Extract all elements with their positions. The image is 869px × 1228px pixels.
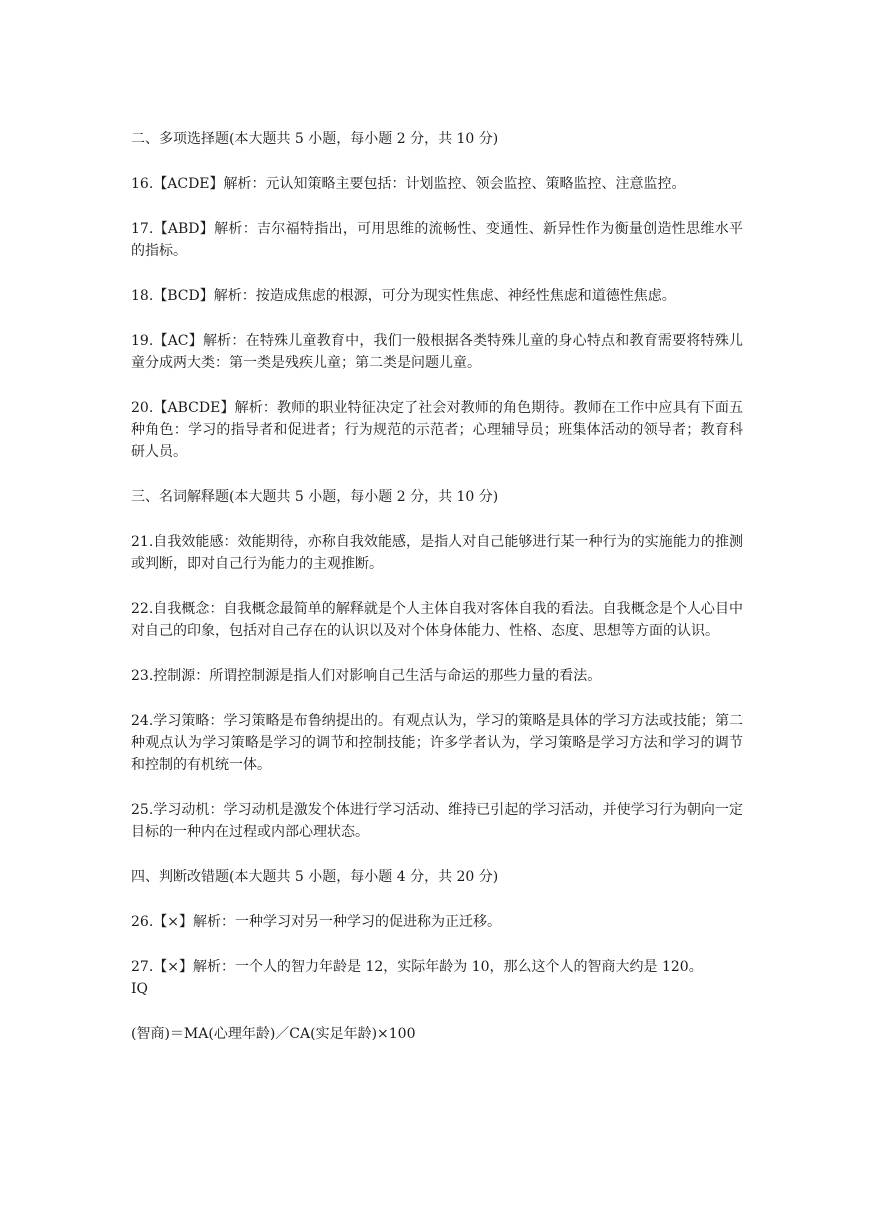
answer-item-21: 21.自我效能感：效能期待，亦称自我效能感，是指人对自己能够进行某一种行为的实施能力的推测或判断，即对自己行为能力的主观推断。 bbox=[131, 534, 743, 572]
answer-item-27 bbox=[131, 956, 743, 1000]
document-body bbox=[131, 128, 743, 1068]
answer-item-17: 17.【ABD】解析：吉尔福特指出，可用思维的流畅性、变通性、新异性作为衡量创造性思维水平的指标。 bbox=[131, 221, 743, 259]
section-heading-true-false: 四、判断改错题(本大题共 5 小题，每小题 4 分，共 20 分) bbox=[131, 869, 499, 885]
answer-item-24: 24.学习策略：学习策略是布鲁纳提出的。有观点认为，学习的策略是具体的学习方法或技能；第二种观点认为学习策略是学习的调节和控制技能；许多学者认为，学习策略是学习方法和学习的调节和控制的有机统一体。 bbox=[131, 713, 743, 773]
answer-item-18: 18.【BCD】解析：按造成焦虑的根源，可分为现实性焦虑、神经性焦虑和道德性焦虑。 bbox=[131, 288, 676, 304]
iq-formula: (智商)＝MA(心理年龄)／CA(实足年龄)×100 bbox=[131, 1026, 416, 1042]
answer-item-22: 22.自我概念：自我概念最简单的解释就是个人主体自我对客体自我的看法。自我概念是个人心目中对自己的印象，包括对自己存在的认识以及对个体身体能力、性格、态度、思想等方面的认识。 bbox=[131, 601, 743, 639]
section-heading-multiple-choice: 二、多项选择题(本大题共 5 小题，每小题 2 分，共 10 分) bbox=[131, 131, 499, 147]
answer-item-20: 20.【ABCDE】解析：教师的职业特征决定了社会对教师的角色期待。教师在工作中应具有下面五种角色：学习的指导者和促进者；行为规范的示范者；心理辅导员；班集体活动的领导者；教育科研人员。 bbox=[131, 400, 743, 460]
section-heading-term-definition: 三、名词解释题(本大题共 5 小题，每小题 2 分，共 10 分) bbox=[131, 489, 499, 505]
answer-item-27-text: 27.【×】解析：一个人的智力年龄是 12，实际年龄为 10，那么这个人的智商大约是 120。 bbox=[131, 959, 703, 975]
answer-item-16: 16.【ACDE】解析：元认知策略主要包括：计划监控、领会监控、策略监控、注意监控。 bbox=[131, 176, 686, 192]
answer-item-25: 25.学习动机：学习动机是激发个体进行学习活动、维持已引起的学习活动，并使学习行为朝向一定目标的一种内在过程或内部心理状态。 bbox=[131, 802, 743, 840]
answer-item-27-iq: IQ bbox=[131, 981, 149, 997]
answer-item-23: 23.控制源：所谓控制源是指人们对影响自己生活与命运的那些力量的看法。 bbox=[131, 668, 602, 684]
answer-item-26: 26.【×】解析：一种学习对另一种学习的促进称为正迁移。 bbox=[131, 914, 501, 930]
answer-item-19: 19.【AC】解析：在特殊儿童教育中，我们一般根据各类特殊儿童的身心特点和教育需要将特殊儿童分成两大类：第一类是残疾儿童；第二类是问题儿童。 bbox=[131, 333, 743, 371]
